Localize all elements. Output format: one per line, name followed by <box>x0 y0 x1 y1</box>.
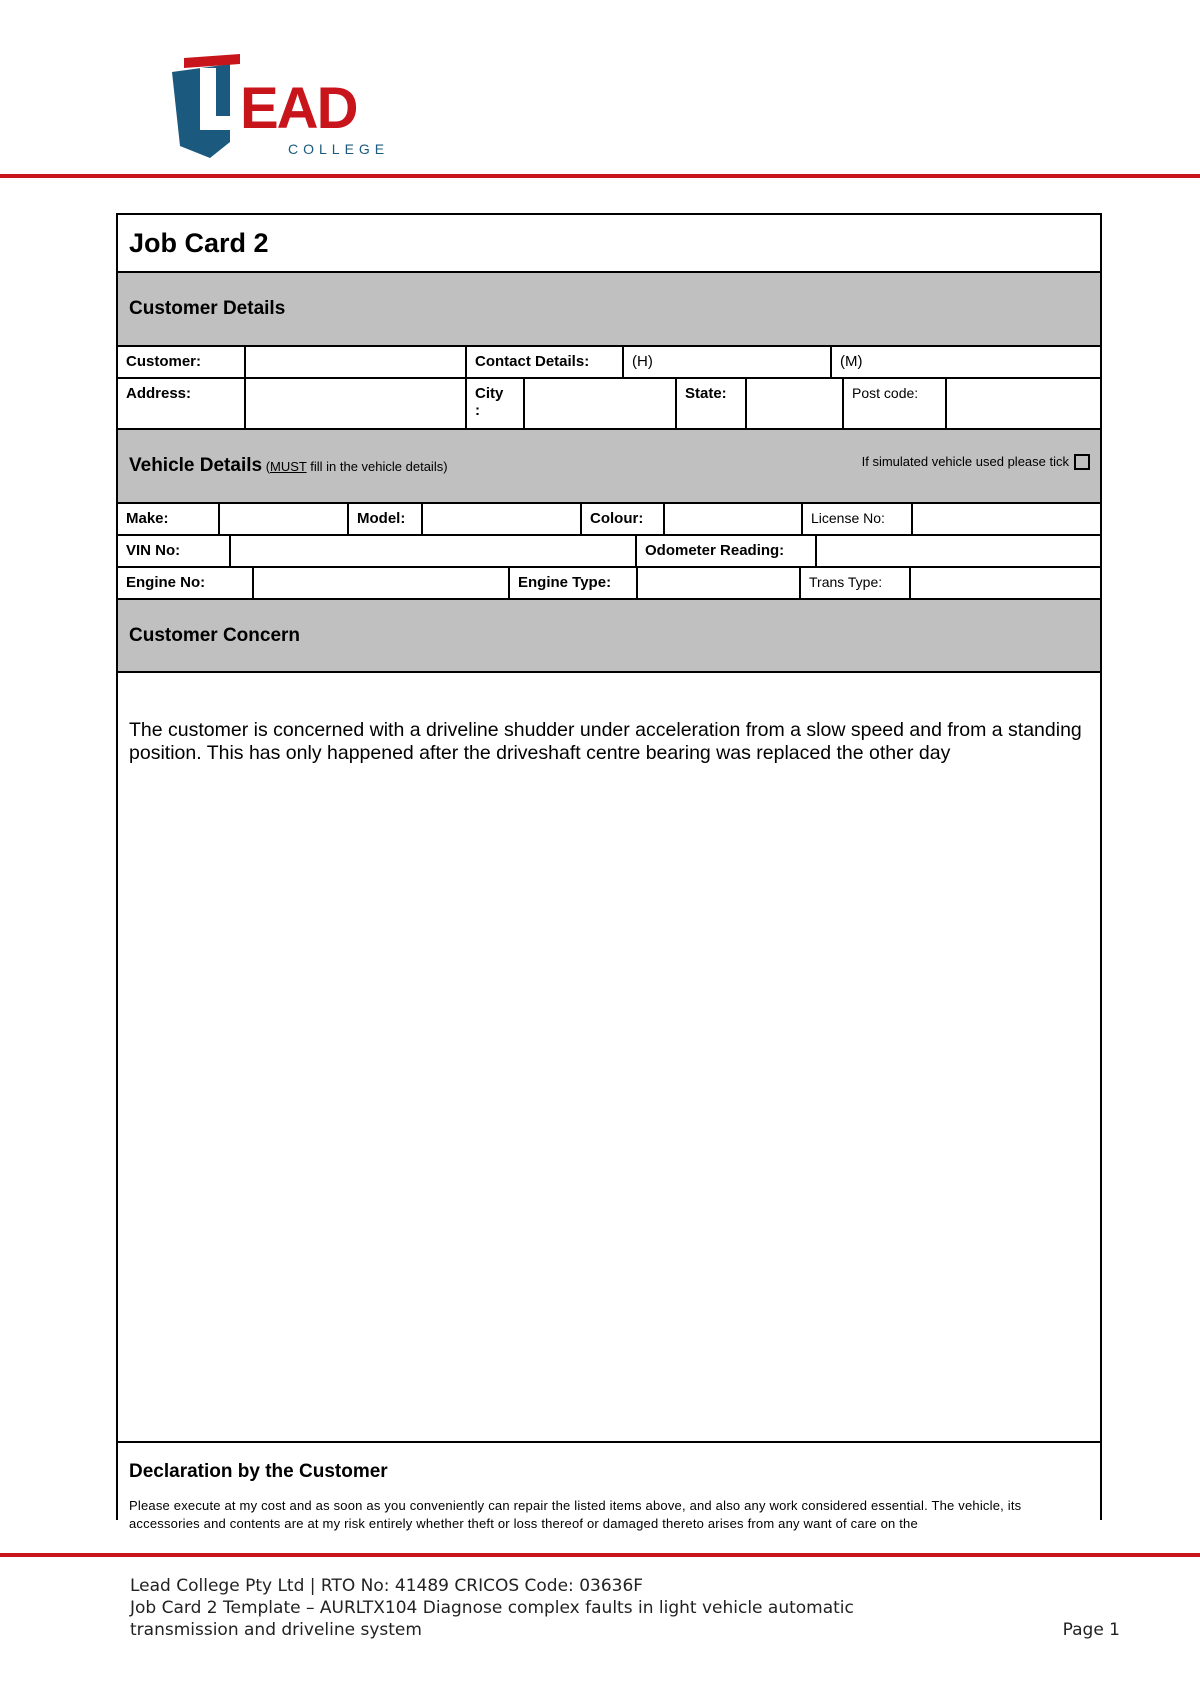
vin-field[interactable] <box>231 536 637 566</box>
page-footer <box>130 1575 1120 1641</box>
footer-course-line: transmission and driveline system <box>130 1620 422 1640</box>
make-model-row <box>118 504 1100 536</box>
declaration-heading: Declaration by the Customer <box>129 1461 388 1482</box>
license-label: License No: <box>803 504 913 534</box>
simulated-vehicle-checkbox[interactable] <box>1074 454 1090 470</box>
engine-no-field[interactable] <box>254 568 510 598</box>
trans-type-field[interactable] <box>911 568 1100 598</box>
address-row <box>118 379 1100 430</box>
vin-odometer-row <box>118 536 1100 568</box>
vehicle-details-title: Vehicle Details <box>129 455 263 476</box>
make-field[interactable] <box>220 504 349 534</box>
footer-template-line: Job Card 2 Template – AURLTX104 Diagnose complex faults in light vehicle automatic <box>130 1598 854 1618</box>
vin-label: VIN No: <box>118 536 231 566</box>
customer-details-heading: Customer Details <box>118 273 1100 347</box>
customer-label: Customer: <box>118 347 246 377</box>
state-field[interactable] <box>747 379 844 428</box>
page-number: Page 1 <box>1062 1620 1120 1640</box>
state-label: State: <box>677 379 747 428</box>
model-label: Model: <box>349 504 423 534</box>
home-phone-label: (H) <box>632 353 653 370</box>
header-rule <box>0 174 1200 178</box>
mobile-phone-label: (M) <box>840 353 863 370</box>
address-field[interactable] <box>246 379 467 428</box>
city-label: City : <box>467 379 525 428</box>
vehicle-details-heading <box>118 430 1100 504</box>
lead-college-logo <box>170 54 420 164</box>
address-label: Address: <box>118 379 246 428</box>
postcode-label: Post code: <box>844 379 947 428</box>
job-card <box>116 213 1102 1531</box>
postcode-field[interactable] <box>947 379 1100 428</box>
svg-text:COLLEGE: COLLEGE <box>288 141 390 157</box>
customer-concern-text[interactable]: The customer is concerned with a driveline shudder under acceleration from a slow speed and from a standing position. This has only happened after the driveshaft centre bearing was replaced the other day <box>118 673 1100 1443</box>
footer-company-line: Lead College Pty Ltd | RTO No: 41489 CRICOS Code: 03636F <box>130 1576 644 1596</box>
vehicle-details-note: (MUST fill in the vehicle details) <box>262 459 448 474</box>
trans-type-label: Trans Type: <box>801 568 911 598</box>
footer-rule <box>0 1553 1200 1557</box>
declaration-text: Please execute at my cost and as soon as you conveniently can repair the listed items above, and also any work considered essential. The vehicle, its accessories and contents are at my risk entirely whether theft or loss thereof or damaged thereto arises from any want of care on the <box>129 1498 1022 1531</box>
license-field[interactable] <box>913 504 1100 534</box>
home-phone-field[interactable] <box>624 347 832 377</box>
make-label: Make: <box>118 504 220 534</box>
customer-row <box>118 347 1100 379</box>
simulated-vehicle-option <box>862 454 1090 470</box>
mobile-phone-field[interactable] <box>832 347 1100 377</box>
engine-row <box>118 568 1100 600</box>
engine-no-label: Engine No: <box>118 568 254 598</box>
model-field[interactable] <box>423 504 582 534</box>
customer-field[interactable] <box>246 347 467 377</box>
odometer-label: Odometer Reading: <box>637 536 817 566</box>
colour-field[interactable] <box>665 504 803 534</box>
city-field[interactable] <box>525 379 677 428</box>
job-card-title: Job Card 2 <box>118 215 1100 273</box>
colour-label: Colour: <box>582 504 665 534</box>
svg-text:EAD: EAD <box>240 76 357 141</box>
odometer-field[interactable] <box>817 536 1100 566</box>
customer-concern-heading: Customer Concern <box>118 600 1100 673</box>
engine-type-label: Engine Type: <box>510 568 638 598</box>
engine-type-field[interactable] <box>638 568 801 598</box>
contact-details-label: Contact Details: <box>467 347 624 377</box>
simulated-vehicle-label: If simulated vehicle used please tick <box>861 454 1069 469</box>
